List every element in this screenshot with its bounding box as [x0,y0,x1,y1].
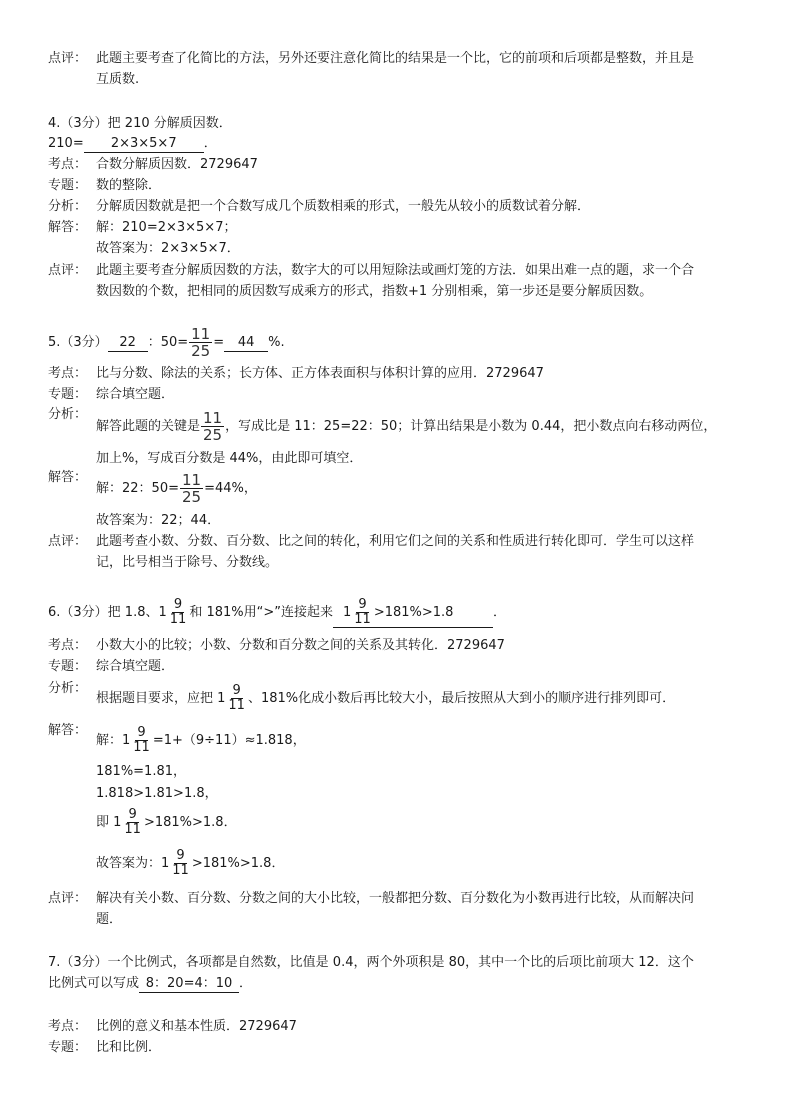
fraction: $\frac{11}{25}$ [203,409,223,444]
answer-blank: 44 [224,335,268,352]
fraction: $\frac{9}{11}$ [169,597,187,627]
q7-title-cont: 比例式可以写成 8：20=4：10 ． [48,976,253,991]
q5-fenxi: 解答此题的关键是 $\frac{11}{25}$ ，写成比是 11：25=22：50；计算出结果是小数为 0.44，把小数点向右移动两位， [96,409,717,444]
q7-title: 7.（3分）一个比例式，各项都是自然数，比值是 0.4，两个外项积是 80，其中一个比的后项比前项大 12．这个 [48,955,694,970]
q4-comment-cont: 数因数的个数，把相同的质因数写成乘方的形式，指数+1 分别相乘，第一步还是要分解质因数。 [96,284,653,299]
q6-fenxi: 根据题目要求，应把 1 $\frac{9}{11}$ 、181%化成小数后再比较大小，最后按照从大到小的顺序进行排列即可． [96,683,676,713]
answer-blank: 1 $\frac{9}{11}$ >181%>1.8 [333,598,493,628]
q4-title: 4.（3分）把 210 分解质因数． [48,116,232,131]
q6-jieda-label: 解答： [48,723,88,738]
fraction: $\frac{9}{11}$ [228,683,245,713]
q4-jieda-answer: 故答案为：2×3×5×7． [96,241,240,256]
q4-comment: 点评： 此题主要考查分解质因数的方法，数字大的可以用短除法或画灯笼的方法．如果出难一点的题，求一个合 [48,263,695,278]
q5-jieda-label: 解答： [48,470,88,485]
q6-comment: 点评： 解决有关小数、百分数、分数之间的大小比较，一般都把分数、百分数化为小数再进行比较，从而解决问 [48,891,695,906]
q4-equation: 210= 2×3×5×7 ． [48,136,217,151]
q6-zhuanti: 专题： 综合填空题． [48,659,175,674]
fraction: $\frac{11}{25}$ [181,471,202,506]
q4-kaodian: 考点： 合数分解质因数．2729647 [48,157,258,172]
q7-kaodian: 考点： 比例的意义和基本性质．2729647 [48,1019,297,1034]
q6-jieda-l5: 故答案为：1 $\frac{9}{11}$ >181%>1.8． [96,848,285,878]
answer-blank: 22 [108,335,148,352]
q6-fenxi-label: 分析： [48,681,88,696]
fraction: $\frac{9}{11}$ [354,597,371,627]
comment-label: 点评： [48,51,88,66]
q6-jieda-l3: 1.818>1.81>1.8， [96,786,218,801]
q5-comment-cont: 记，比号相当于除号、分数线。 [96,555,279,570]
q5-jieda-answer: 故答案为：22；44． [96,513,221,528]
q4-zhuanti: 专题： 数的整除． [48,178,162,193]
q6-kaodian: 考点： 小数大小的比较；小数、分数和百分数之间的关系及其转化．2729647 [48,638,505,653]
q5-comment: 点评： 此题考查小数、分数、百分数、比之间的转化，利用它们之间的关系和性质进行转化即可．学生可以这样 [48,534,695,549]
fraction: $\frac{11}{25}$ [191,325,211,360]
q6-comment-cont: 题． [96,912,123,927]
fraction: $\frac{9}{11}$ [172,848,189,878]
q6-jieda-l2: 181%=1.81， [96,764,187,779]
q5-jieda: 解：22：50= $\frac{11}{25}$ =44%， [96,471,257,506]
answer-blank: 2×3×5×7 [84,136,204,153]
q7-zhuanti: 专题： 比和比例． [48,1040,162,1055]
q3-comment-cont: 互质数. [96,72,140,87]
answer-blank: 8：20=4：10 [139,976,239,993]
q6-title: 6.（3分）把 1.8、1 $\frac{9}{11}$ 和 181%用“>”连接起来 1 $\frac{9}{11}$ >181%>1.8 ． [48,597,506,627]
q6-jieda-l4: 即 1 $\frac{9}{11}$ >181%>1.8． [96,807,237,837]
q5-kaodian: 考点： 比与分数、除法的关系；长方体、正方体表面积与体积计算的应用．2729647 [48,366,544,381]
fraction: $\frac{9}{11}$ [124,807,141,837]
q4-fenxi: 分析： 分解质因数就是把一个合数写成几个质数相乘的形式，一般先从较小的质数试着分解． [48,199,591,214]
q5-title: 5.（3分） 22 ：50= $\frac{11}{25}$ = 44 %. [48,325,285,360]
q5-fenxi-label: 分析： [48,407,88,422]
fraction: $\frac{9}{11}$ [133,725,150,755]
q5-zhuanti: 专题： 综合填空题． [48,387,175,402]
q6-jieda-l1: 解：1 $\frac{9}{11}$ =1+（9÷11）≈1.818， [96,725,306,755]
q3-comment: 点评： 此题主要考查了化简比的方法，另外还要注意化简比的结果是一个比，它的前项和后项都是整数，并且是 [48,49,750,69]
q4-jieda: 解答： 解：210=2×3×5×7； [48,220,237,235]
q5-fenxi-cont: 加上%，写成百分数是 44%，由此即可填空． [96,451,363,466]
